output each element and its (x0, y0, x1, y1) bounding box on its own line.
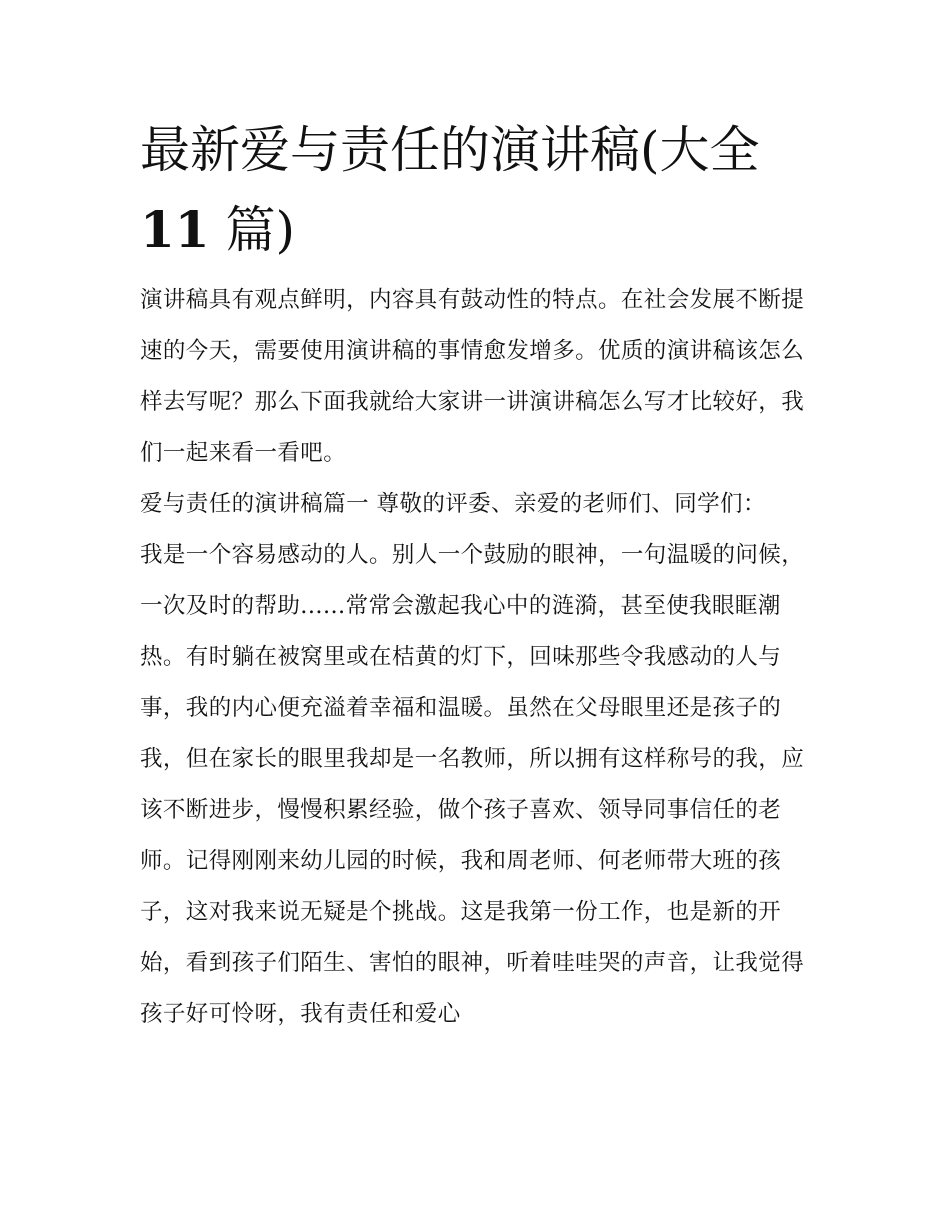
intro-paragraph: 演讲稿具有观点鲜明，内容具有鼓动性的特点。在社会发展不断提速的今天，需要使用演讲稿的事情愈发增多。优质的演讲稿该怎么样去写呢？那么下面我就给大家讲一讲演讲稿怎么写才比较好，我们一起来看一看吧。 (140, 287, 805, 466)
title-count: 11 (140, 200, 210, 259)
title-tail: 篇) (209, 201, 295, 259)
speech-heading-paragraph: 爱与责任的演讲稿篇一 尊敬的评委、亲爱的老师们、同学们： (140, 491, 766, 517)
title-main: 最新爱与责任的演讲稿(大全 (140, 121, 760, 179)
document-title (140, 110, 820, 270)
speech-body-paragraph: 我是一个容易感动的人。别人一个鼓励的眼神，一句温暖的问候，一次及时的帮助......常常会激起我心中的涟漪，甚至使我眼眶潮热。有时躺在被窝里或在桔黄的灯下，回味那些令我感动的人与事，我的内心便充溢着幸福和温暖。虽然在父母眼里还是孩子的我，但在家长的眼里我却是一名教师，所以拥有这样称号的我，应该不断进步，慢慢积累经验，做个孩子喜欢、领导同事信任的老师。记得刚刚来幼儿园的时候，我和周老师、何老师带大班的孩子，这对我来说无疑是个挑战。这是我第一份工作，也是新的开始，看到孩子们陌生、害怕的眼神，听着哇哇哭的声音，让我觉得孩子好可怜呀，我有责任和爱心 (140, 542, 805, 1027)
document-body (140, 275, 820, 1040)
